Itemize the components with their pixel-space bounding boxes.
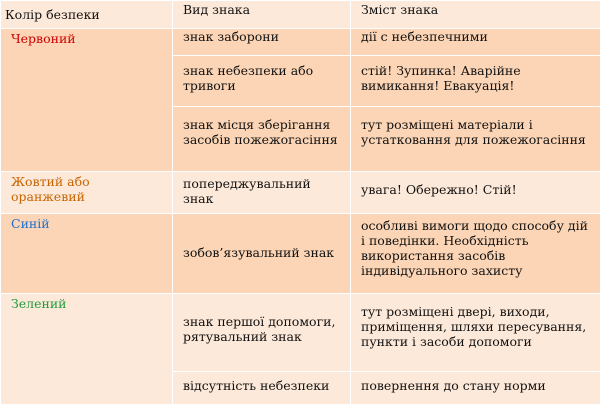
sign-type-cell: попереджувальний знак — [173, 172, 351, 214]
table-row — [1, 294, 600, 372]
table-row — [1, 29, 600, 56]
sign-type-cell: знак небезпеки або тривоги — [173, 56, 351, 107]
sign-type-cell: знак першої допомоги, рятувальний знак — [173, 294, 351, 372]
color-name-red: Червоний — [1, 29, 173, 172]
sign-meaning-cell: увага! Обережно! Стій! — [351, 172, 600, 214]
table-header-row — [1, 1, 600, 29]
sign-type-cell: знак заборони — [173, 29, 351, 56]
sign-meaning-cell: тут розміщені двері, виходи, приміщення, шляхи пересування, пункти і засоби допомоги — [351, 294, 600, 372]
header-sign-meaning: Зміст знака — [351, 1, 600, 29]
table-row — [1, 214, 600, 294]
table-row — [1, 172, 600, 214]
sign-meaning-cell: дії с небезпечними — [351, 29, 600, 56]
sign-meaning-cell: особливі вимоги щодо способу дій і поведінки. Необхідність використання засобів індивідуального захисту — [351, 214, 600, 294]
sign-meaning-cell: стій! Зупинка! Аварійне вимикання! Евакуація! — [351, 56, 600, 107]
color-name-blue: Синій — [1, 214, 173, 294]
sign-type-cell: відсутність небезпеки — [173, 372, 351, 405]
sign-type-cell: зобов’язувальний знак — [173, 214, 351, 294]
color-name-green: Зелений — [1, 294, 173, 405]
sign-meaning-cell: тут розміщені матеріали і устатковання для пожежогасіння — [351, 107, 600, 172]
sign-type-cell: знак місця зберігання засобів пожежогасіння — [173, 107, 351, 172]
header-sign-type: Вид знака — [173, 1, 351, 29]
header-safety-color: Колір безпеки — [1, 1, 173, 29]
sign-meaning-cell: повернення до стану норми — [351, 372, 600, 405]
color-name-yellow: Жовтий або оранжевий — [1, 172, 173, 214]
